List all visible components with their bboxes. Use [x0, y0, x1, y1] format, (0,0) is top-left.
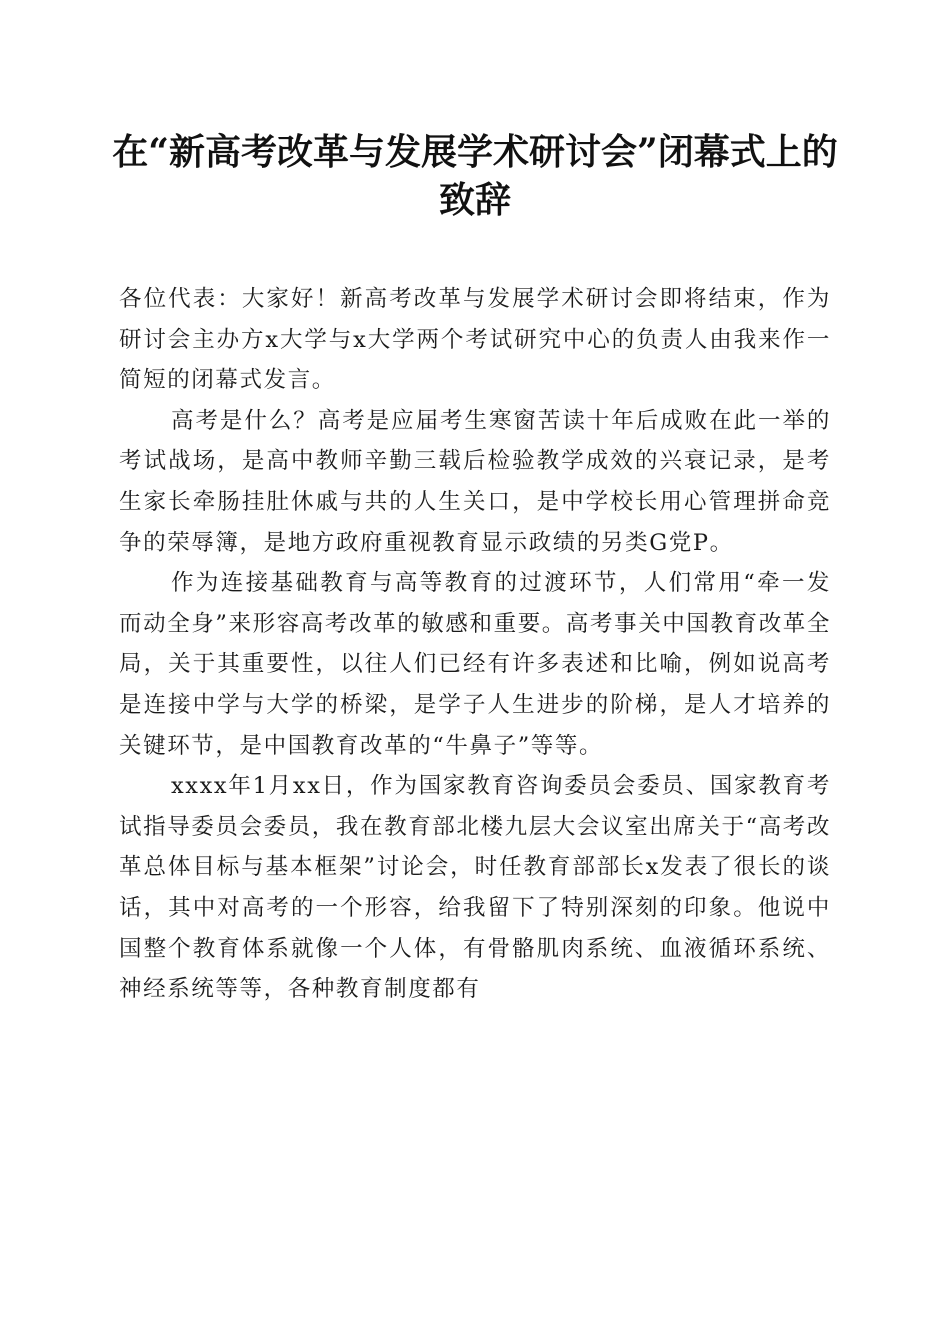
- paragraph-what-is-gaokao: 高考是什么？高考是应届考生寒窗苦读十年后成败在此一举的考试战场，是高中教师辛勤三载后检验教学成效的兴衰记录，是考生家长牵肠挂肚休戚与共的人生关口，是中学校长用心管理拼命竞争的荣辱簿，是地方政府重视教育显示政绩的另类G党P。: [119, 407, 831, 556]
- document-body: [119, 279, 831, 1010]
- paragraph-importance: 作为连接基础教育与高等教育的过渡环节，人们常用“牵一发而动全身”来形容高考改革的敏感和重要。高考事关中国教育改革全局，关于其重要性，以往人们已经有许多表述和比喻，例如说高考是连接中学与大学的桥梁，是学子人生进步的阶梯，是人才培养的关键环节，是中国教育改革的“牛鼻子”等等。: [119, 570, 832, 759]
- paragraph-salutation: 各位代表：大家好！新高考改革与发展学术研讨会即将结束，作为研讨会主办方x大学与x大学两个考试研究中心的负责人由我来作一简短的闭幕式发言。: [119, 286, 831, 394]
- document-title: 在“新高考改革与发展学术研讨会”闭幕式上的致辞: [112, 131, 838, 221]
- paragraph-meeting-recollection: xxxx年1月xx日，作为国家教育咨询委员会委员、国家教育考试指导委员会委员，我在教育部北楼九层大会议室出席关于“高考改革总体目标与基本框架”讨论会，时任教育部部长x发表了很长的谈话，其中对高考的一个形容，给我留下了特别深刻的印象。他说中国整个教育体系就像一个人体，有骨骼肌肉系统、血液循环系统、神经系统等等，各种教育制度都有: [119, 773, 832, 1003]
